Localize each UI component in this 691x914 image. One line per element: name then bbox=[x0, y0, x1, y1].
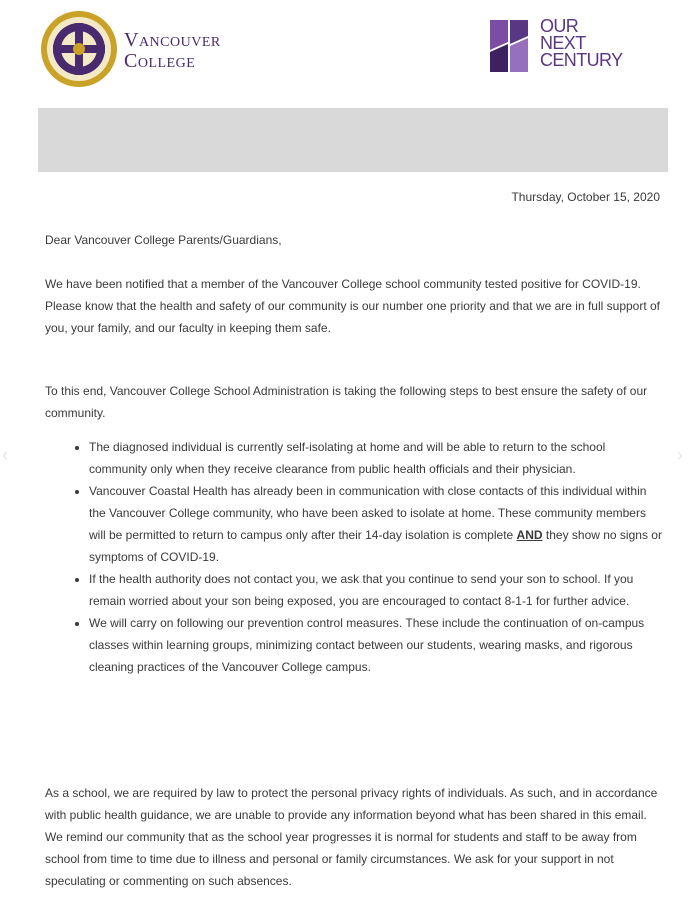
our-next-century-wordmark: OUR NEXT CENTURY bbox=[540, 16, 623, 70]
previous-chevron-icon[interactable]: ‹ bbox=[2, 445, 8, 465]
next-chevron-icon[interactable]: › bbox=[677, 445, 683, 465]
list-item: • We will carry on following our prevention control measures. These include the continuation of on-campus classes within learning groups, minimizing contact between our students, wearing masks, and rigorous cleaning practices of the Vancouver College campus. bbox=[89, 612, 663, 678]
salutation: Dear Vancouver College Parents/Guardians, bbox=[45, 233, 282, 247]
steps-list bbox=[45, 436, 663, 678]
school-crest-logo bbox=[40, 9, 118, 89]
emphasis-and: AND bbox=[516, 528, 543, 542]
school-name: Vancouver College bbox=[124, 29, 221, 72]
letterhead bbox=[0, 0, 691, 100]
letter-date: Thursday, October 15, 2020 bbox=[511, 190, 660, 204]
list-item: • The diagnosed individual is currently self-isolating at home and will be able to return to the school community only when they receive clearance from public health officials and their physician. bbox=[89, 436, 663, 480]
steps-intro-paragraph: To this end, Vancouver College School Administration is taking the following steps to best ensure the safety of our community. bbox=[45, 384, 648, 420]
list-item: • Vancouver Coastal Health has already been in communication with close contacts of this individual within the Vancouver College community, who have been asked to isolate at home. These community members will be permitted to return to campus only after their 14-day isolation is complete AND they show no signs or symptoms of COVID-19. bbox=[89, 480, 663, 568]
closing-paragraph: As a school, we are required by law to protect the personal privacy rights of individuals. As such, and in accordance with public health guidance, we are unable to provide any information beyond what has been shared in this email. We remind our community that as the school year progresses it is normal for students and staff to be away from school from time to time due to illness and personal or family circumstances. We ask for your support in not speculating or commenting on such absences. bbox=[45, 786, 658, 888]
our-next-century-mark bbox=[490, 20, 528, 72]
header-banner bbox=[38, 108, 668, 172]
intro-paragraph: We have been notified that a member of the Vancouver College school community tested positive for COVID-19. Please know that the health and safety of our community is our number one priority and that we are in full support of you, your family, and our faculty in keeping them safe. bbox=[45, 277, 661, 335]
list-item: • If the health authority does not contact you, we ask that you continue to send your son to school. If you remain worried about your son being exposed, you are encouraged to contact 8-1-1 for further advice. bbox=[89, 568, 663, 612]
